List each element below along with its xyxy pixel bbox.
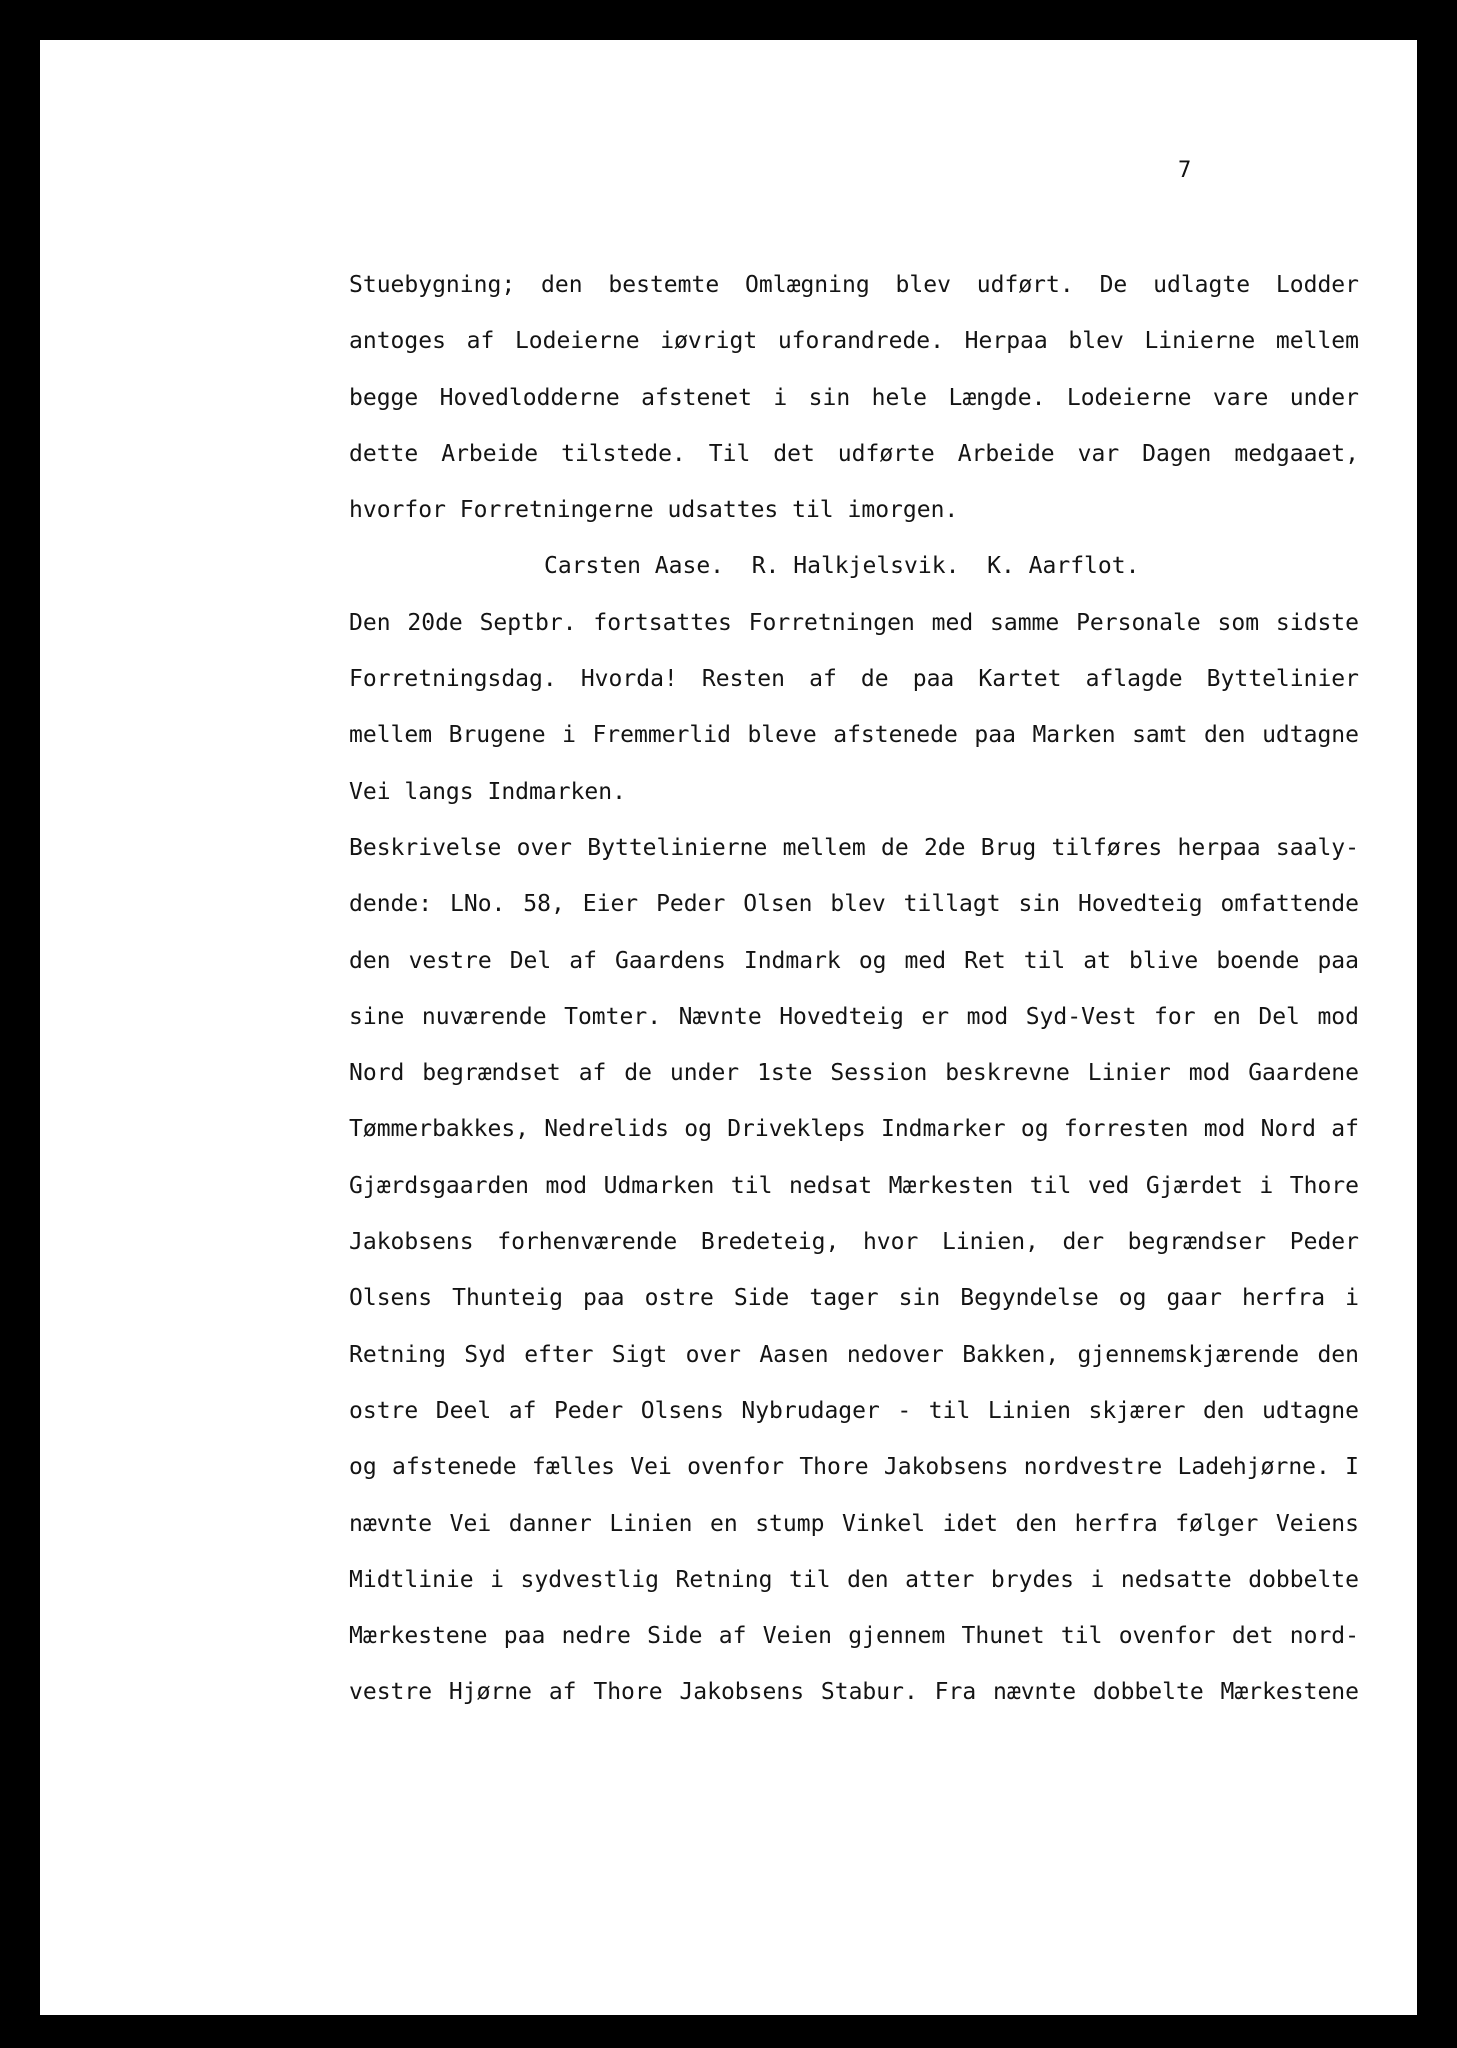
body-text xyxy=(349,270,1359,1734)
text-line: Vei langs Indmarken. xyxy=(349,778,626,805)
text-line: dende: LNo. 58, Eier Peder Olsen blev tillagt sin Hovedteig omfattende xyxy=(349,891,1359,918)
text-line: Olsens Thunteig paa ostre Side tager sin Begyndelse og gaar herfra i xyxy=(349,1285,1359,1312)
text-line: ostre Deel af Peder Olsens Nybrudager - til Linien skjærer den udtagne xyxy=(349,1397,1359,1424)
text-line: hvorfor Forretningerne udsattes til imorgen. xyxy=(349,497,959,524)
page-number: 7 xyxy=(1178,158,1192,183)
text-line: Midtlinie i sydvestlig Retning til den atter brydes i nedsatte dobbelte xyxy=(349,1566,1359,1593)
text-line: vestre Hjørne af Thore Jakobsens Stabur. Fra nævnte dobbelte Mærkestene xyxy=(349,1679,1359,1706)
text-line: sine nuværende Tomter. Nævnte Hovedteig er mod Syd-Vest for en Del mod xyxy=(349,1003,1359,1030)
text-line: nævnte Vei danner Linien en stump Vinkel idet den herfra følger Veiens xyxy=(349,1510,1359,1537)
text-line: Tømmerbakkes, Nedrelids og Drivekleps Indmarker og forresten mod Nord af xyxy=(349,1116,1359,1143)
text-line: antoges af Lodeierne iøvrigt uforandrede. Herpaa blev Linierne mellem xyxy=(349,328,1359,355)
text-line: mellem Brugene i Fremmerlid bleve afstenede paa Marken samt den udtagne xyxy=(349,722,1359,749)
text-line: Beskrivelse over Byttelinierne mellem de 2de Brug tilføres herpaa saaly- xyxy=(349,834,1359,861)
text-line: dette Arbeide tilstede. Til det udførte Arbeide var Dagen medgaaet, xyxy=(349,440,1359,467)
text-line: Gjærdsgaarden mod Udmarken til nedsat Mærkesten til ved Gjærdet i Thore xyxy=(349,1172,1359,1199)
document-page xyxy=(40,40,1417,2015)
text-line: begge Hovedlodderne afstenet i sin hele Længde. Lodeierne vare under xyxy=(349,384,1359,411)
text-line: Mærkestene paa nedre Side af Veien gjennem Thunet til ovenfor det nord- xyxy=(349,1623,1359,1650)
signature-line: Carsten Aase. R. Halkjelsvik. K. Aarflot. xyxy=(544,553,1140,580)
text-line: Forretningsdag. Hvorda! Resten af de paa Kartet aflagde Byttelinier xyxy=(349,666,1359,693)
text-line: Stuebygning; den bestemte Omlægning blev udført. De udlagte Lodder xyxy=(349,272,1359,298)
text-line: og afstenede fælles Vei ovenfor Thore Jakobsens nordvestre Ladehjørne. I xyxy=(349,1454,1359,1481)
text-line: Retning Syd efter Sigt over Aasen nedover Bakken, gjennemskjærende den xyxy=(349,1341,1359,1368)
text-line: Jakobsens forhenværende Bredeteig, hvor Linien, der begrændser Peder xyxy=(349,1229,1359,1256)
text-line: Nord begrændset af de under 1ste Session beskrevne Linier mod Gaardene xyxy=(349,1060,1359,1087)
text-line: den vestre Del af Gaardens Indmark og med Ret til at blive boende paa xyxy=(349,947,1359,974)
text-line: Den 20de Septbr. fortsattes Forretningen med samme Personale som sidste xyxy=(349,609,1359,636)
